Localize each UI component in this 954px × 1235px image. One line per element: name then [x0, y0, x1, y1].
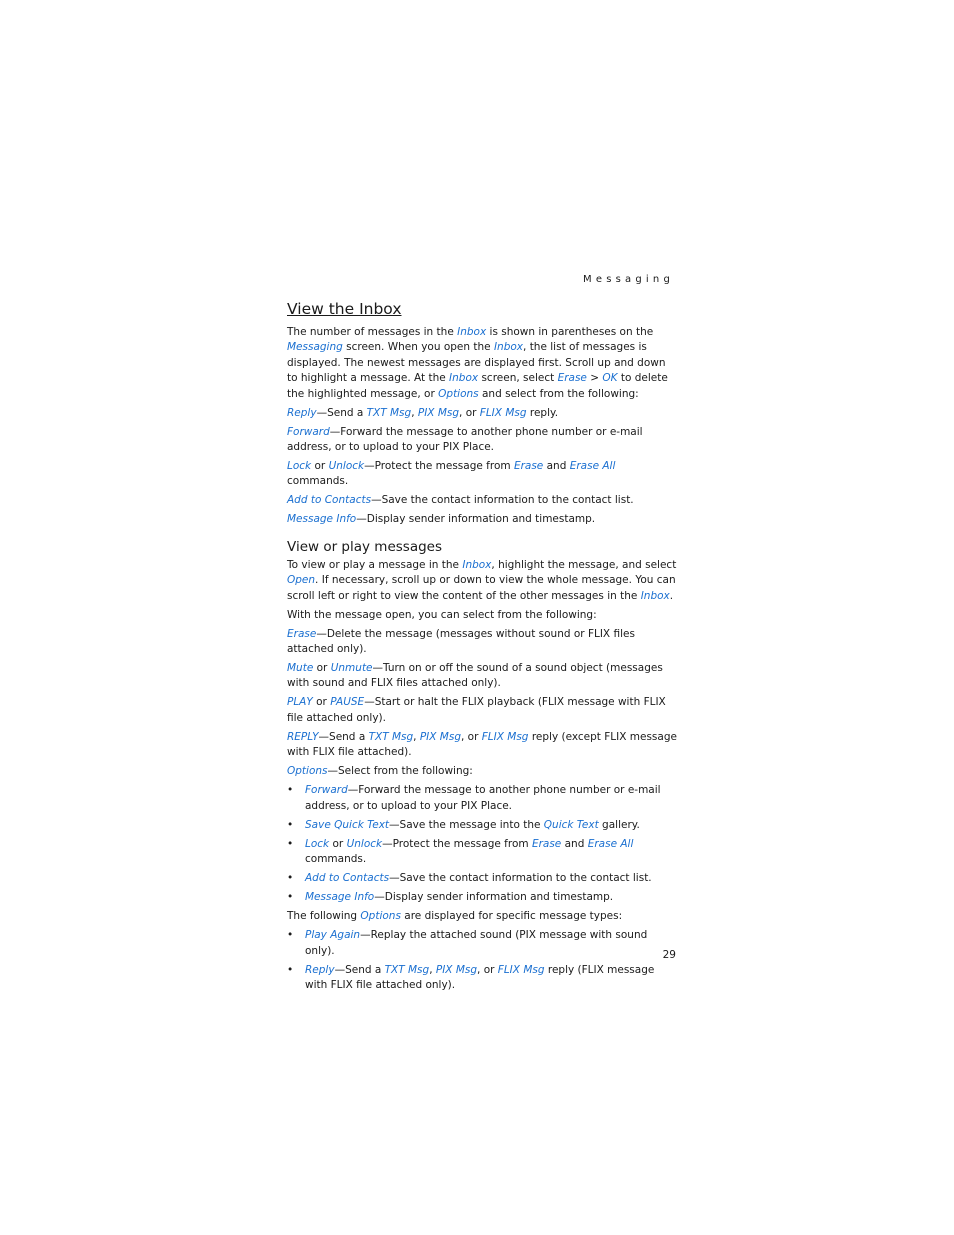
ui-term: Forward [305, 784, 348, 797]
inbox-option-item: Lock or Unlock—Protect the message from Erase and Erase All commands. [287, 460, 616, 488]
ui-term: Erase [531, 837, 562, 850]
inbox-option-item: Forward—Forward the message to another phone number or e-mail address, or to upload to your PIX Place. [287, 425, 643, 454]
view-option-item: PLAY or PAUSE—Start or halt the FLIX playback (FLIX message with FLIX file attached only). [287, 696, 666, 724]
inbox-option-item: Add to Contacts—Save the contact information to the contact list. [287, 494, 634, 507]
ui-term: Unlock [346, 837, 383, 850]
ui-term: FLIX Msg [481, 730, 529, 743]
view-option-item: Mute or Unmute—Turn on or off the sound of a sound object (messages with sound and FLIX files attached only). [287, 662, 663, 690]
ui-term: Messaging [287, 341, 343, 354]
options-bullet-item: • Save Quick Text—Save the message into the Quick Text gallery. [287, 818, 677, 833]
ui-term: Erase All [587, 837, 634, 850]
open-intro-paragraph: With the message open, you can select from the following: [287, 608, 597, 621]
ui-term: REPLY [287, 730, 319, 743]
inbox-option-item: Reply—Send a TXT Msg, PIX Msg, or FLIX Msg reply. [287, 406, 559, 419]
ui-term: Unlock [328, 460, 365, 473]
ui-term: Message Info [305, 891, 375, 904]
ui-term: PIX Msg [435, 963, 478, 976]
ui-term: PIX Msg [417, 406, 460, 419]
ui-term: Add to Contacts [305, 872, 390, 885]
ui-term: Mute [287, 662, 314, 675]
ui-term: Erase [557, 372, 587, 385]
ui-term: Erase All [569, 460, 616, 473]
view-options-list [287, 627, 677, 780]
inbox-options-list [287, 406, 677, 528]
view-option-item: Options—Select from the following: [287, 765, 473, 778]
ui-term: Lock [287, 460, 312, 473]
options-bullet-list [287, 783, 677, 905]
inbox-intro-paragraph: The number of messages in the Inbox is shown in parentheses on the Messaging screen. When you open the Inbox, the list of messages is displayed. The newest messages are displayed first. Scroll up and down to highlight a message. At the Inbox screen, select Erase > OK to delete the highlighted message, or Options and select from the following: [287, 326, 668, 400]
ui-term: Unmute [330, 662, 373, 675]
running-header: Messaging [583, 274, 674, 285]
ui-term: PAUSE [330, 696, 365, 709]
ui-term: FLIX Msg [479, 406, 527, 419]
ui-term: Open [287, 574, 316, 587]
section-title-view-play: View or play messages [287, 538, 443, 555]
ui-term: PIX Msg [419, 730, 461, 743]
ui-term: Inbox [493, 341, 524, 354]
ui-term: Play Again [305, 929, 361, 942]
ui-term: Reply [305, 963, 335, 976]
options-bullet-item: • Add to Contacts—Save the contact information to the contact list. [287, 871, 677, 886]
page-number: 29 [662, 949, 676, 961]
ui-term: Inbox [457, 326, 487, 338]
ui-term: OK [602, 372, 618, 385]
ui-term: Inbox [449, 372, 479, 385]
options-bullet-item: • Forward—Forward the message to another phone number or e-mail address, or to upload to your PIX Place. [287, 783, 677, 814]
ui-term: TXT Msg [368, 730, 414, 743]
options-bullet-item: • Message Info—Display sender information and timestamp. [287, 890, 677, 905]
ui-term: Options [287, 765, 328, 778]
ui-term: Erase [287, 627, 317, 640]
ui-term: Save Quick Text [305, 818, 390, 831]
ui-term: Lock [305, 837, 330, 850]
ui-term: Add to Contacts [287, 494, 372, 507]
ui-term: Options [360, 910, 401, 923]
section-title-view-inbox: View the Inbox [287, 300, 402, 318]
view-intro-paragraph: To view or play a message in the Inbox, highlight the message, and select Open. If necessary, scroll up or down to view the whole message. You can scroll left or right to view the content of the other messages in the Inbox. [287, 558, 677, 602]
page-content [287, 298, 677, 997]
ui-term: TXT Msg [366, 406, 412, 419]
ui-term: Reply [287, 406, 317, 419]
inbox-option-item: Message Info—Display sender information and timestamp. [287, 513, 596, 526]
specific-bullet-item: • Play Again—Replay the attached sound (PIX message with sound only). [287, 928, 677, 959]
ui-term: Options [438, 387, 479, 400]
ui-term: Erase [513, 460, 544, 473]
ui-term: FLIX Msg [497, 963, 545, 976]
options-bullet-item: • Lock or Unlock—Protect the message from Erase and Erase All commands. [287, 837, 677, 868]
specific-intro-paragraph: The following Options are displayed for specific message types: [287, 910, 623, 923]
ui-term: TXT Msg [384, 963, 430, 976]
ui-term: Forward [287, 425, 330, 438]
ui-term: Inbox [462, 558, 492, 571]
ui-term: Inbox [640, 589, 670, 602]
view-option-item: Erase—Delete the message (messages without sound or FLIX files attached only). [287, 627, 635, 656]
ui-term: PLAY [287, 696, 313, 709]
specific-bullet-item: • Reply—Send a TXT Msg, PIX Msg, or FLIX Msg reply (FLIX message with FLIX file attached only). [287, 963, 677, 994]
ui-term: Quick Text [543, 818, 599, 831]
view-option-item: REPLY—Send a TXT Msg, PIX Msg, or FLIX Msg reply (except FLIX message with FLIX file attached). [287, 730, 677, 759]
ui-term: Message Info [287, 513, 357, 526]
